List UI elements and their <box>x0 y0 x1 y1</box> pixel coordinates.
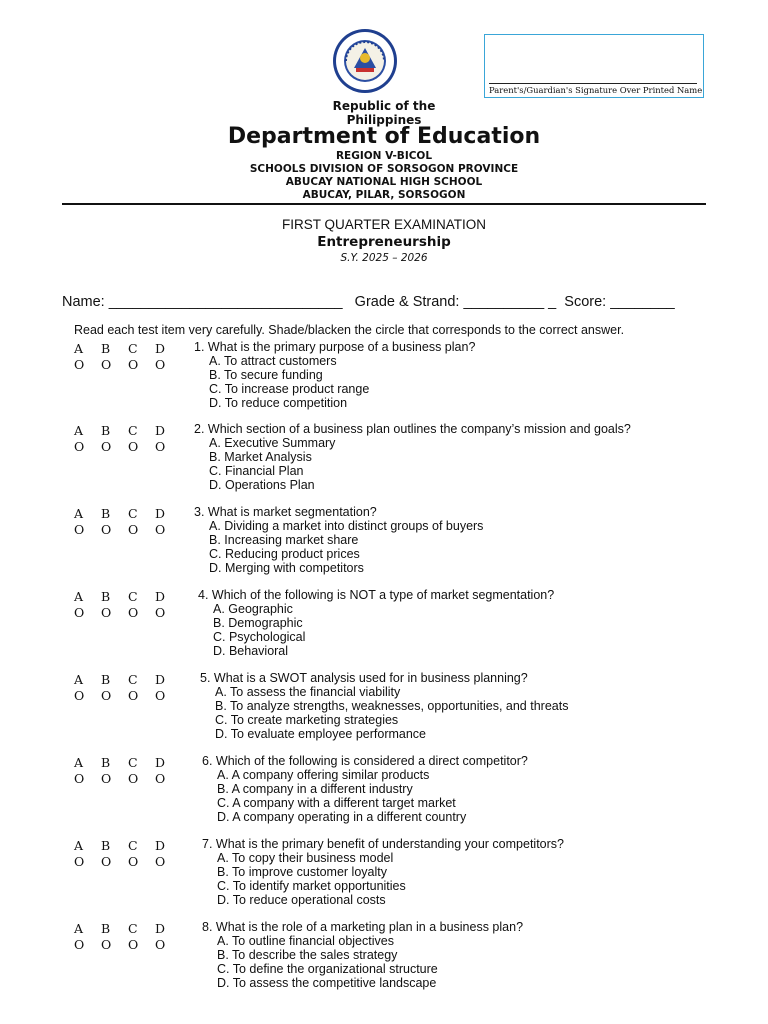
question-text: 5. What is a SWOT analysis used for in business planning? <box>200 671 528 685</box>
question-option: A. To attract customers <box>209 354 337 368</box>
answer-circle[interactable]: O <box>101 854 112 869</box>
answer-letter: D <box>155 341 166 356</box>
parent-signature-box[interactable] <box>484 34 704 98</box>
instructions: Read each test item very carefully. Shade/blacken the circle that corresponds to the correct answer. <box>74 323 625 337</box>
answer-letter: C <box>128 672 138 687</box>
answer-letter: C <box>128 921 138 936</box>
answer-letter: B <box>101 589 111 604</box>
question-text: 4. Which of the following is NOT a type of market segmentation? <box>198 588 555 602</box>
answer-circle[interactable]: O <box>74 522 85 537</box>
answer-circle[interactable]: O <box>128 688 139 703</box>
answer-circle[interactable]: O <box>128 439 139 454</box>
signature-label: Parent's/Guardian's Signature Over Printed Name <box>489 85 703 95</box>
answer-letter: C <box>128 423 138 438</box>
question-item <box>202 837 564 907</box>
answer-circle[interactable]: O <box>155 688 166 703</box>
answer-letter: D <box>155 423 166 438</box>
answer-bubbles <box>74 921 182 953</box>
question-option: B. Demographic <box>213 616 303 630</box>
answer-letter: C <box>128 589 138 604</box>
question-option: C. Reducing product prices <box>209 547 360 561</box>
question-option: A. To assess the financial viability <box>215 685 401 699</box>
question-text: 1. What is the primary purpose of a business plan? <box>194 340 476 354</box>
answer-circle[interactable]: O <box>155 937 166 952</box>
answer-letter: C <box>128 755 138 770</box>
answer-letter: A <box>74 672 84 687</box>
answer-circle[interactable]: O <box>128 357 139 372</box>
answer-letter: A <box>74 589 84 604</box>
answer-bubbles <box>74 589 182 621</box>
question-item <box>194 505 483 575</box>
question-option: A. To outline financial objectives <box>217 934 394 948</box>
answer-letter: D <box>155 672 166 687</box>
question-option: A. Dividing a market into distinct groups of buyers <box>209 519 484 533</box>
answer-circle[interactable]: O <box>101 688 112 703</box>
question-option: B. To describe the sales strategy <box>217 948 398 962</box>
answer-circle[interactable]: O <box>101 605 112 620</box>
question-option: D. To assess the competitive landscape <box>217 976 437 990</box>
answer-circle[interactable]: O <box>101 439 112 454</box>
question-option: B. A company in a different industry <box>217 782 413 796</box>
question-text: 8. What is the role of a marketing plan in a business plan? <box>202 920 524 934</box>
answer-letter: B <box>101 341 111 356</box>
answer-letter: A <box>74 506 84 521</box>
answer-circle[interactable]: O <box>155 522 166 537</box>
answer-circle[interactable]: O <box>101 771 112 786</box>
answer-letter: B <box>101 755 111 770</box>
answer-bubbles <box>74 838 182 870</box>
question-text: 3. What is market segmentation? <box>194 505 377 519</box>
question-option: D. Behavioral <box>213 644 289 658</box>
answer-circle[interactable]: O <box>155 771 166 786</box>
question-option: C. Financial Plan <box>209 464 304 478</box>
republic-line2: Philippines <box>346 113 422 127</box>
answer-bubbles <box>74 672 182 704</box>
answer-circle[interactable]: O <box>128 854 139 869</box>
question-option: B. Increasing market share <box>209 533 359 547</box>
answer-circle[interactable]: O <box>74 439 85 454</box>
question-option: A. Geographic <box>213 602 293 616</box>
answer-circle[interactable]: O <box>74 357 85 372</box>
question-item <box>198 588 554 658</box>
answer-letter: D <box>155 921 166 936</box>
answer-bubbles <box>74 755 182 787</box>
question-item <box>200 671 568 741</box>
department-title: Department of Education <box>227 124 541 149</box>
exam-subject: Entrepreneurship <box>317 234 451 250</box>
answer-circle[interactable]: O <box>128 605 139 620</box>
question-option: C. A company with a different target market <box>217 796 456 810</box>
question-option: B. Market Analysis <box>209 450 312 464</box>
answer-letter: B <box>101 921 111 936</box>
answer-circle[interactable]: O <box>74 771 85 786</box>
answer-circle[interactable]: O <box>74 688 85 703</box>
question-option: C. To increase product range <box>209 382 370 396</box>
answer-bubbles <box>74 341 182 373</box>
question-option: C. To create marketing strategies <box>215 713 399 727</box>
answer-circle[interactable]: O <box>74 937 85 952</box>
answer-letter: A <box>74 838 84 853</box>
question-text: 6. Which of the following is considered a direct competitor? <box>202 754 528 768</box>
question-option: D. To reduce operational costs <box>217 893 386 907</box>
answer-letter: B <box>101 423 111 438</box>
question-item <box>194 422 631 492</box>
question-option: C. Psychological <box>213 630 306 644</box>
answer-circle[interactable]: O <box>128 522 139 537</box>
question-option: B. To secure funding <box>209 368 323 382</box>
question-text: 2. Which section of a business plan outlines the company’s mission and goals? <box>194 422 631 436</box>
question-option: D. Operations Plan <box>209 478 315 492</box>
deped-seal-logo <box>332 28 398 94</box>
republic-heading <box>0 99 768 127</box>
student-info-line[interactable]: Name: _____________________________ Grade & Strand: __________ _ Score: ________ <box>62 294 675 310</box>
question-item <box>202 920 523 990</box>
answer-letter: B <box>101 672 111 687</box>
republic-line1: Republic of the <box>332 99 436 113</box>
answer-letter: C <box>128 341 138 356</box>
answer-letter: A <box>74 423 84 438</box>
region-line: REGION V-BICOL <box>335 150 433 162</box>
question-option: A. A company offering similar products <box>217 768 430 782</box>
answer-bubbles <box>74 423 182 455</box>
division-line: SCHOOLS DIVISION OF SORSOGON PROVINCE <box>249 163 519 175</box>
answer-circle[interactable]: O <box>155 605 166 620</box>
question-option: A. Executive Summary <box>209 436 336 450</box>
answer-letter: C <box>128 506 138 521</box>
exam-title: FIRST QUARTER EXAMINATION <box>281 217 487 232</box>
question-option: D. A company operating in a different country <box>217 810 467 824</box>
question-option: C. To identify market opportunities <box>217 879 406 893</box>
answer-letter: D <box>155 506 166 521</box>
question-option: D. To evaluate employee performance <box>215 727 426 741</box>
question-item <box>194 340 475 410</box>
answer-circle[interactable]: O <box>101 357 112 372</box>
school-year: S.Y. 2025 – 2026 <box>340 252 428 264</box>
answer-letter: D <box>155 838 166 853</box>
answer-circle[interactable]: O <box>101 937 112 952</box>
question-item <box>202 754 528 824</box>
question-text: 7. What is the primary benefit of understanding your competitors? <box>202 837 564 851</box>
answer-letter: B <box>101 838 111 853</box>
answer-circle[interactable]: O <box>101 522 112 537</box>
answer-circle[interactable]: O <box>74 605 85 620</box>
answer-letter: A <box>74 755 84 770</box>
header-divider <box>62 203 706 205</box>
answer-letter: C <box>128 838 138 853</box>
question-option: D. To reduce competition <box>209 396 348 410</box>
answer-letter: B <box>101 506 111 521</box>
answer-circle[interactable]: O <box>155 854 166 869</box>
signature-line <box>489 83 697 84</box>
question-option: A. To copy their business model <box>217 851 394 865</box>
address-line: ABUCAY, PILAR, SORSOGON <box>302 189 466 201</box>
answer-circle[interactable]: O <box>74 854 85 869</box>
question-option: B. To improve customer loyalty <box>217 865 387 879</box>
question-option: B. To analyze strengths, weaknesses, opportunities, and threats <box>215 699 569 713</box>
answer-letter: A <box>74 921 84 936</box>
question-option: C. To define the organizational structure <box>217 962 438 976</box>
answer-bubbles <box>74 506 182 538</box>
answer-circle[interactable]: O <box>155 357 166 372</box>
answer-letter: A <box>74 341 84 356</box>
school-line: ABUCAY NATIONAL HIGH SCHOOL <box>285 176 483 188</box>
question-option: D. Merging with competitors <box>209 561 364 575</box>
answer-circle[interactable]: O <box>155 439 166 454</box>
answer-letter: D <box>155 589 166 604</box>
answer-circle[interactable]: O <box>128 771 139 786</box>
answer-letter: D <box>155 755 166 770</box>
answer-circle[interactable]: O <box>128 937 139 952</box>
